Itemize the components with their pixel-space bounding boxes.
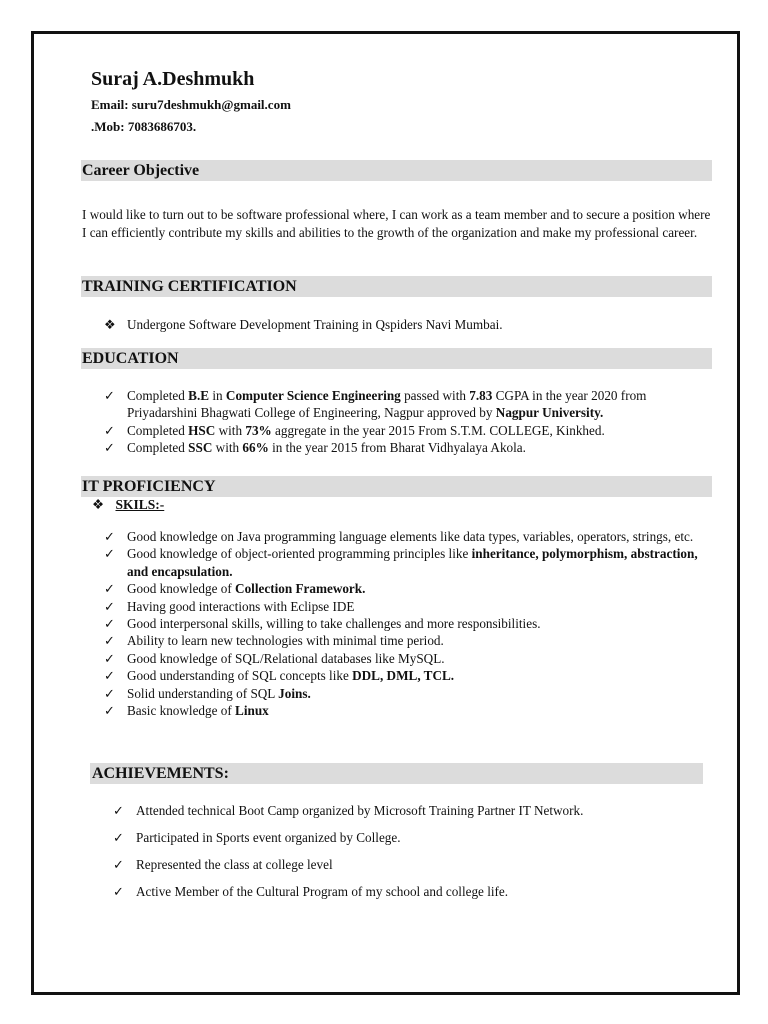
- training-heading: TRAINING CERTIFICATION: [81, 276, 712, 297]
- check-icon: ✓: [113, 883, 125, 899]
- list-item: ✓ Good knowledge of SQL/Relational databases like MySQL.: [104, 650, 445, 666]
- candidate-name: Suraj A.Deshmukh: [91, 68, 255, 90]
- check-icon: ✓: [104, 616, 116, 632]
- check-icon: ✓: [113, 856, 125, 872]
- list-item: ✓ Represented the class at college level: [113, 856, 333, 872]
- list-item: ✓ Ability to learn new technologies with minimal time period.: [104, 633, 444, 649]
- list-item: ✓ Good interpersonal skills, willing to take challenges and more responsibilities.: [104, 616, 541, 632]
- mobile-line: .Mob: 7083686703.: [91, 119, 197, 134]
- check-icon: ✓: [104, 633, 116, 649]
- education-list: [104, 387, 710, 457]
- check-icon: ✓: [104, 422, 116, 438]
- list-item: ✓ Active Member of the Cultural Program of my school and college life.: [113, 883, 509, 899]
- career-objective-heading: Career Objective: [81, 160, 712, 181]
- list-item: ✓ Attended technical Boot Camp organized by Microsoft Training Partner IT Network.: [113, 803, 584, 818]
- career-objective-text: I would like to turn out to be software professional where, I can work as a team member and to secure a position where I can efficiently contribute my skills and abilities to the growth of the organization and make my professional career.: [82, 207, 711, 240]
- list-item: ✓ Completed SSC with 66% in the year 2015 from Bharat Vidhyalaya Akola.: [104, 440, 526, 456]
- list-item: ✓ Participated in Sports event organized by College.: [113, 829, 401, 845]
- achievements-heading: ACHIEVEMENTS:: [90, 763, 703, 784]
- list-item: ✓ Completed B.E in Computer Science Engineering passed with 7.83 CGPA in the year 2020 from Priyadarshini Bhagwati College of Engineering, Nagpur approved by Nagpur University.: [104, 388, 647, 421]
- education-heading: EDUCATION: [81, 348, 712, 369]
- diamond-bullet-icon: ❖: [104, 317, 116, 332]
- training-list: [104, 316, 704, 333]
- check-icon: ✓: [104, 546, 116, 562]
- check-icon: ✓: [113, 829, 125, 845]
- check-icon: ✓: [104, 685, 116, 701]
- list-item: ✓ Good knowledge of Collection Framework.: [104, 581, 366, 597]
- list-item: ✓ Good understanding of SQL concepts like DDL, DML, TCL.: [104, 668, 455, 684]
- check-icon: ✓: [104, 388, 116, 403]
- diamond-bullet-icon: ❖: [92, 497, 105, 512]
- list-item: ✓ Completed HSC with 73% aggregate in the year 2015 From S.T.M. COLLEGE, Kinkhed.: [104, 422, 605, 438]
- list-item: ✓ Having good interactions with Eclipse IDE: [104, 598, 355, 614]
- check-icon: ✓: [104, 650, 116, 666]
- check-icon: ✓: [113, 803, 125, 818]
- list-item: ❖ Undergone Software Development Training in Qspiders Navi Mumbai.: [104, 317, 503, 332]
- check-icon: ✓: [104, 440, 116, 456]
- check-icon: ✓: [104, 668, 116, 684]
- achievements-list: [113, 802, 703, 910]
- list-item: ✓ Good knowledge on Java programming language elements like data types, variables, operators, strings, etc.: [104, 529, 694, 544]
- check-icon: ✓: [104, 581, 116, 597]
- list-item: ✓ Basic knowledge of Linux: [104, 703, 269, 719]
- skills-list: [104, 528, 708, 719]
- check-icon: ✓: [104, 598, 116, 614]
- it-proficiency-heading: IT PROFICIENCY: [81, 476, 712, 497]
- skils-subheading: ❖ SKILS:-: [92, 497, 165, 512]
- check-icon: ✓: [104, 529, 116, 544]
- list-item: ✓ Good knowledge of object-oriented programming principles like inheritance, polymorphism, abstraction, and encapsulation.: [104, 546, 698, 579]
- email-line: Email: suru7deshmukh@gmail.com: [91, 97, 291, 112]
- check-icon: ✓: [104, 703, 116, 719]
- list-item: ✓ Solid understanding of SQL Joins.: [104, 685, 311, 701]
